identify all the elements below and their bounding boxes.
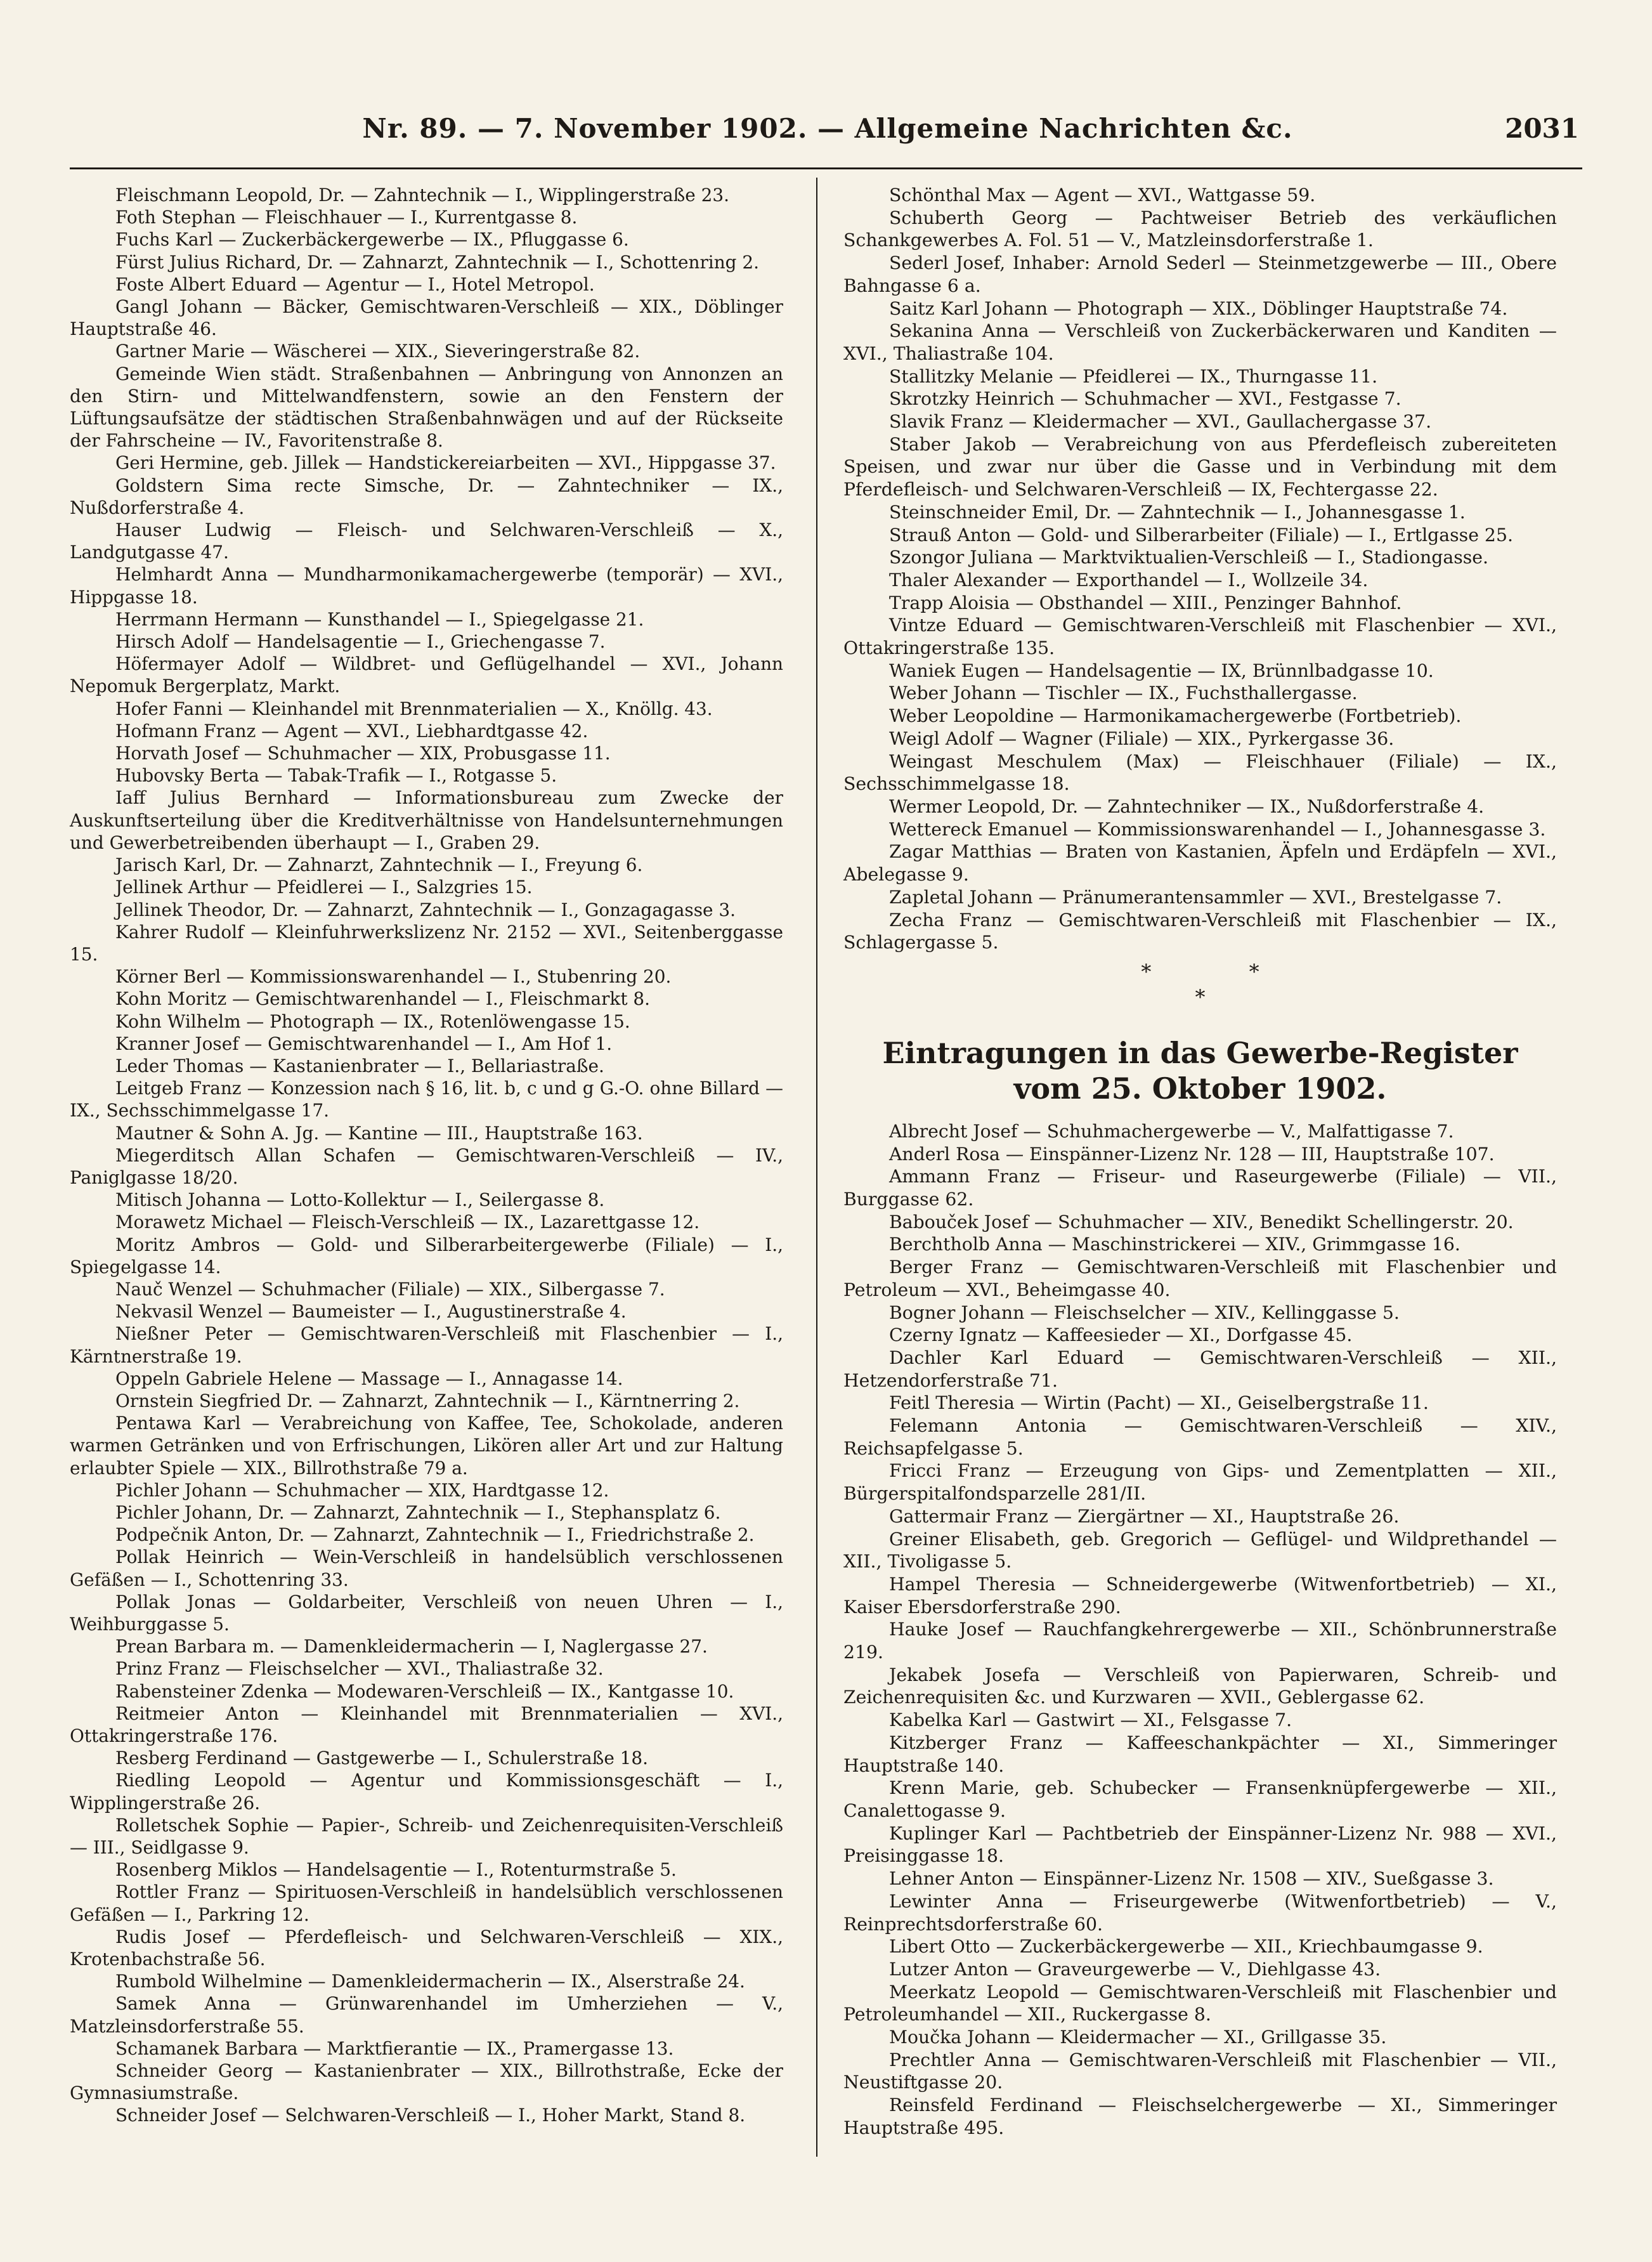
register-entry: Waniek Eugen — Handelsagentie — IX, Brünnlbadgasse 10. <box>889 660 1434 681</box>
register-entry: Jarisch Karl, Dr. — Zahnarzt, Zahntechnik — I., Freyung 6. <box>115 854 643 876</box>
separator-stars-top: * * <box>1141 959 1305 984</box>
register-entry: Goldstern Sima recte Simsche, Dr. — Zahntechniker — IX., Nußdorferstraße 4. <box>70 474 783 518</box>
register-entry: Horvath Josef — Schuhmacher — XIX, Probusgasse 11. <box>115 743 611 764</box>
register-entry: Pentawa Karl — Verabreichung von Kaffee, Tee, Schokolade, anderen warmen Getränken und von Erfrischungen, Likören aller Art und zur Haltung erlaubter Spiele — XIX., Billrothstraße 79 a. <box>70 1413 783 1479</box>
register-entry: Kabelka Karl — Gastwirt — XI., Felsgasse 7. <box>889 1710 1292 1731</box>
separator-star-bottom: * <box>1195 984 1206 1009</box>
register-entry: Miegerditsch Allan Schafen — Gemischtwaren-Verschleiß — IV., Paniglgasse 18/20. <box>70 1144 783 1188</box>
register-entry: Prean Barbara m. — Damenkleidermacherin — I, Naglergasse 27. <box>115 1636 708 1657</box>
register-entry: Foste Albert Eduard — Agentur — I., Hotel Metropol. <box>115 273 595 295</box>
register-entry: Jekabek Josefa — Verschleiß von Papierwaren, Schreib- und Zeichenrequisiten &c. und Kurzwaren — XVII., Geblergasse 62. <box>843 1664 1557 1708</box>
register-entry: Jellinek Arthur — Pfeidlerei — I., Salzgries 15. <box>115 877 533 898</box>
register-entry: Reinsfeld Ferdinand — Fleischselchergewerbe — XI., Simmeringer Hauptstraße 495. <box>843 2095 1557 2138</box>
register-entry: Morawetz Michael — Fleisch-Verschleiß — IX., Lazarettgasse 12. <box>115 1212 700 1233</box>
running-title: Nr. 89. — 7. November 1902. — Allgemeine Nachrichten &c. <box>362 113 1293 144</box>
register-entry: Kuplinger Karl — Pachtbetrieb der Einspänner-Lizenz Nr. 988 — XVI., Preisinggasse 18. <box>843 1822 1557 1867</box>
register-entry: Saitz Karl Johann — Photograph — XIX., Döblinger Hauptstraße 74. <box>889 297 1508 319</box>
register-entry: Fürst Julius Richard, Dr. — Zahnarzt, Zahntechnik — I., Schottenring 2. <box>115 251 760 273</box>
register-entry: Felemann Antonia — Gemischtwaren-Verschleiß — XIV., Reichsapfelgasse 5. <box>843 1415 1557 1459</box>
register-entry: Thaler Alexander — Exporthandel — I., Wollzeile 34. <box>889 569 1369 591</box>
register-entry: Gemeinde Wien städt. Straßenbahnen — Anbringung von Annonzen an den Stirn- und Mittelwandfenstern, sowie an den Fenstern der Lüftungsaufsätze der städtischen Straßenbahnwägen und auf der Rückseite der Fahrscheine — IV., Favoritenstraße 8. <box>70 363 783 452</box>
register-entry: Anderl Rosa — Einspänner-Lizenz Nr. 128 — III, Hauptstraße 107. <box>889 1143 1495 1165</box>
register-entry: Zapletal Johann — Pränumerantensammler — XVI., Brestelgasse 7. <box>889 886 1502 908</box>
register-entries <box>843 1120 1557 2140</box>
register-entry: Slavik Franz — Kleidermacher — XVI., Gaullachergasse 37. <box>889 411 1432 433</box>
register-entry: Podpečnik Anton, Dr. — Zahnarzt, Zahntechnik — I., Friedrichstraße 2. <box>115 1524 755 1546</box>
register-entry: Weber Johann — Tischler — IX., Fuchsthallergasse. <box>889 683 1358 704</box>
register-entry: Pollak Heinrich — Wein-Verschleiß in handelsüblich verschlossenen Gefäßen — I., Schottenring 33. <box>70 1546 783 1590</box>
register-entry: Schamanek Barbara — Marktfierantie — IX., Pramergasse 13. <box>115 2037 674 2059</box>
left-column <box>70 184 783 2127</box>
register-entry: Pichler Johann — Schuhmacher — XIX, Hardtgasse 12. <box>115 1479 609 1501</box>
register-entry: Gangl Johann — Bäcker, Gemischtwaren-Verschleiß — XIX., Döblinger Hauptstraße 46. <box>70 296 783 340</box>
register-entry: Kahrer Rudolf — Kleinfuhrwerkslizenz Nr. 2152 — XVI., Seitenberggasse 15. <box>70 921 783 965</box>
register-entry: Mitisch Johanna — Lotto-Kollektur — I., Seilergasse 8. <box>115 1189 605 1211</box>
register-entry: Kohn Moritz — Gemischtwarenhandel — I., Fleischmarkt 8. <box>115 988 651 1010</box>
register-entry: Dachler Karl Eduard — Gemischtwaren-Verschleiß — XII., Hetzendorferstraße 71. <box>843 1347 1557 1391</box>
register-entry: Ammann Franz — Friseur- und Raseurgewerbe (Filiale) — VII., Burggasse 62. <box>843 1166 1557 1210</box>
register-entry: Meerkatz Leopold — Gemischtwaren-Verschleiß mit Flaschenbier und Petroleumhandel — XII., Ruckergasse 8. <box>843 1981 1557 2025</box>
register-entry: Berchtholb Anna — Maschinstrickerei — XIV., Grimmgasse 16. <box>889 1234 1460 1255</box>
register-entry: Trapp Aloisia — Obsthandel — XIII., Penzinger Bahnhof. <box>889 592 1402 613</box>
register-entry: Wettereck Emanuel — Kommissionswarenhandel — I., Johannesgasse 3. <box>889 818 1546 840</box>
register-entry: Skrotzky Heinrich — Schuhmacher — XVI., Festgasse 7. <box>889 388 1402 410</box>
register-entry: Fleischmann Leopold, Dr. — Zahntechnik — I., Wipplingerstraße 23. <box>115 185 729 206</box>
section-heading-line2: vom 25. Oktober 1902. <box>1013 1071 1387 1106</box>
register-entry: Wermer Leopold, Dr. — Zahntechniker — IX., Nußdorferstraße 4. <box>889 795 1485 817</box>
register-entry: Feitl Theresia — Wirtin (Pacht) — XI., Geiselbergstraße 11. <box>889 1392 1429 1414</box>
register-entry: Helmhardt Anna — Mundharmonikamachergewerbe (temporär) — XVI., Hippgasse 18. <box>70 564 783 608</box>
register-entry: Fuchs Karl — Zuckerbäckergewerbe — IX., Pfluggasse 6. <box>115 229 629 251</box>
register-entry: Sederl Josef, Inhaber: Arnold Sederl — Steinmetzgewerbe — III., Obere Bahngasse 6 a. <box>843 252 1557 296</box>
register-entry: Greiner Elisabeth, geb. Gregorich — Geflügel- und Wildprethandel — XII., Tivoligasse 5. <box>843 1528 1557 1572</box>
register-entry: Moučka Johann — Kleidermacher — XI., Grillgasse 35. <box>889 2027 1387 2048</box>
register-entry: Weber Leopoldine — Harmonikamachergewerbe (Fortbetrieb). <box>889 705 1462 727</box>
register-entry: Krenn Marie, geb. Schubecker — Fransenknüpfergewerbe — XII., Canalettogasse 9. <box>843 1777 1557 1821</box>
section-heading <box>843 1035 1557 1106</box>
register-entry: Prechtler Anna — Gemischtwaren-Verschleiß mit Flaschenbier — VII., Neustiftgasse 20. <box>843 2049 1557 2093</box>
register-entry: Leitgeb Franz — Konzession nach § 16, lit. b, c und g G.-O. ohne Billard — IX., Sechsschimmelgasse 17. <box>70 1078 783 1121</box>
register-entry: Rabensteiner Zdenka — Modewaren-Verschleiß — IX., Kantgasse 10. <box>115 1680 734 1702</box>
register-entry: Weigl Adolf — Wagner (Filiale) — XIX., Pyrkergasse 36. <box>889 728 1395 749</box>
register-entry: Hauke Josef — Rauchfangkehrergewerbe — XII., Schönbrunnerstraße 219. <box>843 1619 1557 1663</box>
register-entry: Leder Thomas — Kastanienbrater — I., Bellariastraße. <box>115 1055 604 1076</box>
register-entry: Libert Otto — Zuckerbäckergewerbe — XII., Kriechbaumgasse 9. <box>889 1936 1483 1958</box>
right-column-entries <box>843 184 1557 954</box>
register-entry: Zecha Franz — Gemischtwaren-Verschleiß mit Flaschenbier — IX., Schlagergasse 5. <box>843 909 1557 953</box>
register-entry: Oppeln Gabriele Helene — Massage — I., Annagasse 14. <box>115 1368 623 1389</box>
page-number: 2031 <box>1505 113 1579 144</box>
register-entry: Kitzberger Franz — Kaffeeschankpächter — XI., Simmeringer Hauptstraße 140. <box>843 1732 1557 1776</box>
register-entry: Körner Berl — Kommissionswarenhandel — I., Stubenring 20. <box>115 966 672 988</box>
register-entry: Czerny Ignatz — Kaffeesieder — XI., Dorfgasse 45. <box>889 1324 1353 1346</box>
register-entry: Nießner Peter — Gemischtwaren-Verschleiß mit Flaschenbier — I., Kärntnerstraße 19. <box>70 1323 783 1367</box>
register-entry: Foth Stephan — Fleischhauer — I., Kurrentgasse 8. <box>115 207 578 228</box>
right-column <box>843 184 1557 2140</box>
register-entry: Rolletschek Sophie — Papier-, Schreib- und Zeichenrequisiten-Verschleiß — III., Seidlgasse 9. <box>70 1814 783 1859</box>
register-entry: Ornstein Siegfried Dr. — Zahnarzt, Zahntechnik — I., Kärntnerring 2. <box>115 1390 740 1411</box>
register-entry: Iaff Julius Bernhard — Informationsbureau zum Zwecke der Auskunftserteilung über die Kreditverhältnisse von Handelsunternehmungen und Gewerbetreibenden überhaupt — I., Graben 29. <box>70 787 783 853</box>
register-entry: Rudis Josef — Pferdefleisch- und Selchwaren-Verschleiß — XIX., Krotenbachstraße 56. <box>70 1926 783 1970</box>
register-entry: Schönthal Max — Agent — XVI., Wattgasse 59. <box>889 185 1316 206</box>
register-entry: Schuberth Georg — Pachtweiser Betrieb des verkäuflichen Schankgewerbes A. Fol. 51 — V., Matzleinsdorferstraße 1. <box>843 207 1557 251</box>
register-entry: Kranner Josef — Gemischtwarenhandel — I., Am Hof 1. <box>115 1033 613 1054</box>
register-entry: Samek Anna — Grünwarenhandel im Umherziehen — V., Matzleinsdorferstraße 55. <box>70 1993 783 2037</box>
register-entry: Riedling Leopold — Agentur und Kommissionsgeschäft — I., Wipplingerstraße 26. <box>70 1770 783 1814</box>
register-entry: Fricci Franz — Erzeugung von Gips- und Zementplatten — XII., Bürgerspitalfondsparzelle 281/II. <box>843 1460 1557 1505</box>
header-rule <box>70 167 1582 169</box>
register-entry: Geri Hermine, geb. Jillek — Handstickereiarbeiten — XVI., Hippgasse 37. <box>115 452 776 474</box>
register-entry: Rosenberg Miklos — Handelsagentie — I., Rotenturmstraße 5. <box>115 1859 677 1881</box>
register-entry: Gartner Marie — Wäscherei — XIX., Sieveringerstraße 82. <box>115 341 641 362</box>
register-entry: Steinschneider Emil, Dr. — Zahntechnik — I., Johannesgasse 1. <box>889 501 1466 523</box>
register-entry: Sekanina Anna — Verschleiß von Zuckerbäckerwaren und Kanditen — XVI., Thaliastraße 104. <box>843 320 1557 364</box>
register-entry: Hofer Fanni — Kleinhandel mit Brennmaterialien — X., Knöllg. 43. <box>115 698 713 719</box>
register-entry: Lewinter Anna — Friseurgewerbe (Witwenfortbetrieb) — V., Reinprechtsdorferstraße 60. <box>843 1890 1557 1935</box>
register-entry: Hubovsky Berta — Tabak-Trafik — I., Rotgasse 5. <box>115 765 557 787</box>
register-entry: Jellinek Theodor, Dr. — Zahnarzt, Zahntechnik — I., Gonzagagasse 3. <box>115 899 736 920</box>
register-entry: Schneider Georg — Kastanienbrater — XIX., Billrothstraße, Ecke der Gymnasiumstraße. <box>70 2060 783 2104</box>
register-entry: Prinz Franz — Fleischselcher — XVI., Thaliastraße 32. <box>115 1658 604 1680</box>
register-entry: Hirsch Adolf — Handelsagentie — I., Griechengasse 7. <box>115 631 606 653</box>
register-entry: Mautner & Sohn A. Jg. — Kantine — III., Hauptstraße 163. <box>115 1122 643 1144</box>
register-entry: Rottler Franz — Spirituosen-Verschleiß in handelsüblich verschlossenen Gefäßen — I., Parkring 12. <box>70 1881 783 1925</box>
register-entry: Nauč Wenzel — Schuhmacher (Filiale) — XIX., Silbergasse 7. <box>115 1278 665 1300</box>
register-entry: Weingast Meschulem (Max) — Fleischhauer (Filiale) — IX., Sechsschimmelgasse 18. <box>843 750 1557 795</box>
register-entry: Schneider Josef — Selchwaren-Verschleiß — I., Hoher Markt, Stand 8. <box>115 2105 746 2126</box>
column-divider <box>816 178 817 2157</box>
section-separator <box>843 959 1557 1010</box>
register-entry: Lutzer Anton — Graveurgewerbe — V., Diehlgasse 43. <box>889 1958 1381 1980</box>
register-entry: Berger Franz — Gemischtwaren-Verschleiß mit Flaschenbier und Petroleum — XVI., Beheimgasse 40. <box>843 1257 1557 1300</box>
register-entry: Strauß Anton — Gold- und Silberarbeiter (Filiale) — I., Ertlgasse 25. <box>889 524 1513 546</box>
register-entry: Reitmeier Anton — Kleinhandel mit Brennmaterialien — XVI., Ottakringerstraße 176. <box>70 1703 783 1747</box>
register-entry: Pollak Jonas — Goldarbeiter, Verschleiß von neuen Uhren — I., Weihburggasse 5. <box>70 1591 783 1635</box>
register-entry: Pichler Johann, Dr. — Zahnarzt, Zahntechnik — I., Stephansplatz 6. <box>115 1501 721 1523</box>
register-entry: Gattermair Franz — Ziergärtner — XI., Hauptstraße 26. <box>889 1505 1400 1527</box>
register-entry: Bogner Johann — Fleischselcher — XIV., Kellinggasse 5. <box>889 1302 1400 1323</box>
register-entry: Babouček Josef — Schuhmacher — XIV., Benedikt Schellingerstr. 20. <box>889 1211 1514 1232</box>
register-entry: Herrmann Hermann — Kunsthandel — I., Spiegelgasse 21. <box>115 608 644 630</box>
section-heading-line1: Eintragungen in das Gewerbe-Register <box>882 1035 1518 1070</box>
register-entry: Szongor Juliana — Marktviktualien-Verschleiß — I., Stadiongasse. <box>889 547 1488 568</box>
register-entry: Zagar Matthias — Braten von Kastanien, Äpfeln und Erdäpfeln — XVI., Abelegasse 9. <box>843 841 1557 886</box>
register-entry: Hofmann Franz — Agent — XVI., Liebhardtgasse 42. <box>115 720 589 742</box>
register-entry: Rumbold Wilhelmine — Damenkleidermacherin — IX., Alserstraße 24. <box>115 1971 745 1992</box>
register-entry: Kohn Wilhelm — Photograph — IX., Rotenlöwengasse 15. <box>115 1010 630 1032</box>
register-entry: Vintze Eduard — Gemischtwaren-Verschleiß mit Flaschenbier — XVI., Ottakringerstraße 135. <box>843 615 1557 659</box>
register-entry: Nekvasil Wenzel — Baumeister — I., Augustinerstraße 4. <box>115 1301 627 1323</box>
register-entry: Lehner Anton — Einspänner-Lizenz Nr. 1508 — XIV., Sueßgasse 3. <box>889 1868 1494 1890</box>
page-header <box>76 113 1579 157</box>
register-entry: Staber Jakob — Verabreichung von aus Pferdefleisch zubereiteten Speisen, und zwar nur über die Gasse und in Verbindung mit dem Pferdefleisch- und Selchwaren-Verschleiß — IX, Fechtergasse 22. <box>843 433 1557 500</box>
register-entry: Moritz Ambros — Gold- und Silberarbeitergewerbe (Filiale) — I., Spiegelgasse 14. <box>70 1234 783 1278</box>
register-entry: Hampel Theresia — Schneidergewerbe (Witwenfortbetrieb) — XI., Kaiser Ebersdorferstraße 290. <box>843 1573 1557 1618</box>
register-entry: Hauser Ludwig — Fleisch- und Selchwaren-Verschleiß — X., Landgutgasse 47. <box>70 520 783 563</box>
register-entry: Resberg Ferdinand — Gastgewerbe — I., Schulerstraße 18. <box>115 1748 649 1769</box>
register-entry: Albrecht Josef — Schuhmachergewerbe — V., Malfattigasse 7. <box>889 1120 1454 1142</box>
register-entry: Höfermayer Adolf — Wildbret- und Geflügelhandel — XVI., Johann Nepomuk Bergerplatz, Markt. <box>70 653 783 697</box>
register-entry: Stallitzky Melanie — Pfeidlerei — IX., Thurngasse 11. <box>889 365 1378 387</box>
